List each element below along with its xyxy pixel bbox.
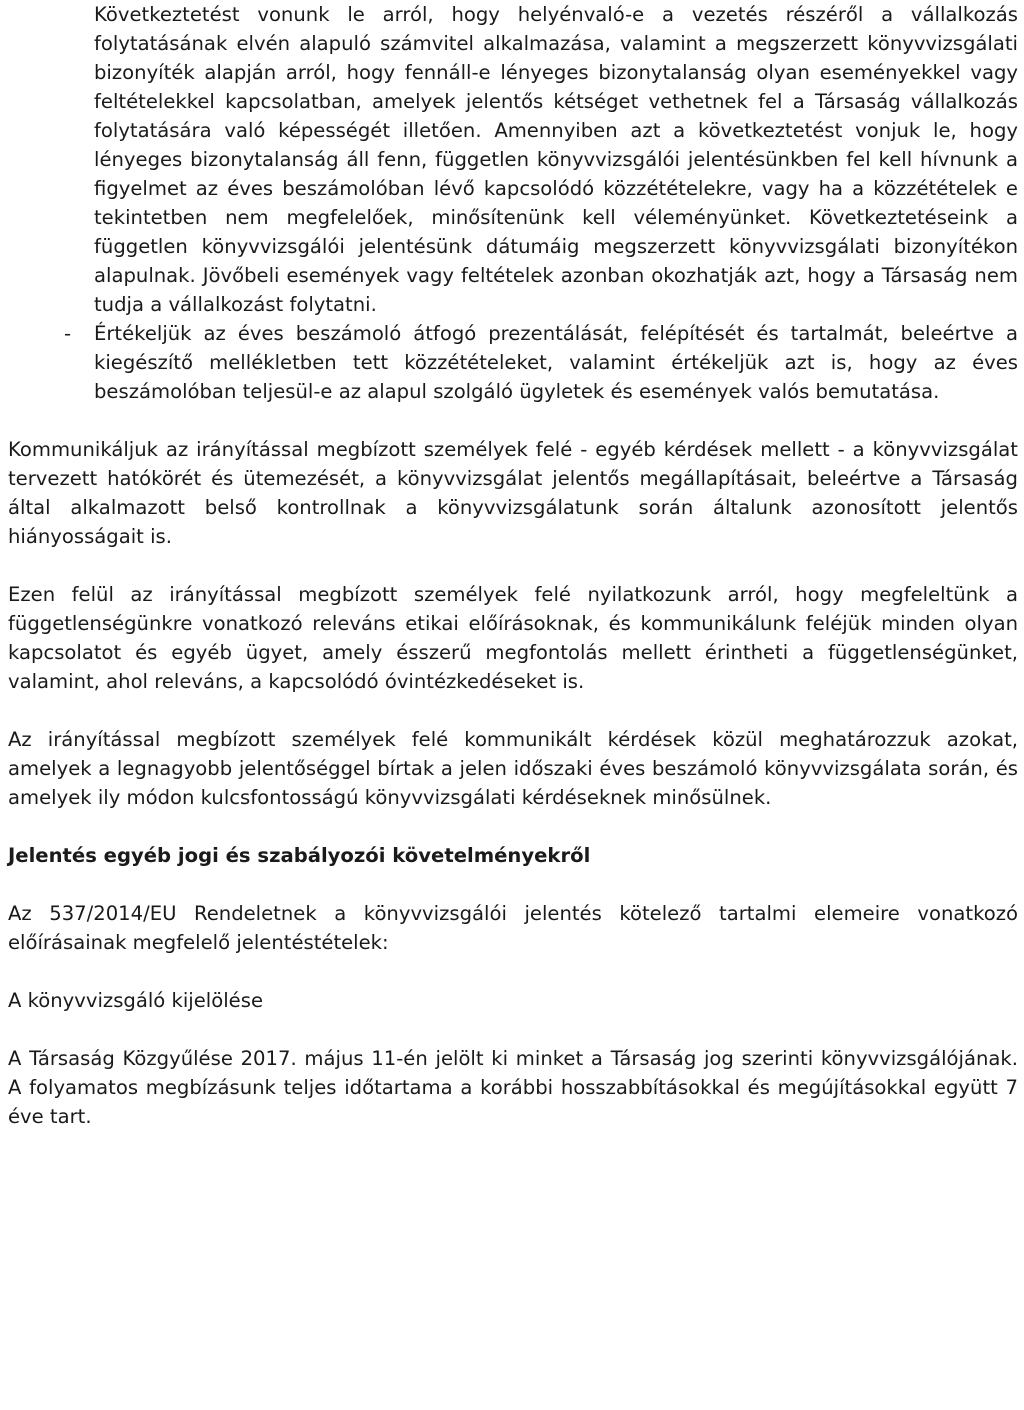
going-concern-bullet-continuation	[8, 0, 1018, 319]
going-concern-paragraph: Következtetést vonunk le arról, hogy helyénvaló-e a vezetés részéről a vállalkozás folytatásának elvén alapuló számvitel alkalmazása, valamint a megszerzett könyvvizsgálati bizonyíték alapján arról, hogy fennáll-e lényeges bizonytalanság olyan eseményekkel vagy feltételekkel kapcsolatban, amelyek jelentős kétséget vethetnek fel a Társaság vállalkozás folytatására való képességét illetően. Amennyiben azt a következtetést vonjuk le, hogy lényeges bizonytalanság áll fenn, független könyvvizsgálói jelentésünkben fel kell hívnunk a figyelmet az éves beszámolóban lévő kapcsolódó közzétételekre, vagy ha a közzétételek e tekintetben nem megfelelőek, minősítenünk kell véleményünket. Következtetéseink a független könyvvizsgálói jelentésünk dátumáig megszerzett könyvvizsgálati bizonyítékon alapulnak. Jövőbeli események vagy feltételek azonban okozhatják azt, hogy a Társaság nem tudja a vállalkozást folytatni.	[94, 3, 1018, 316]
independence-paragraph: Ezen felül az irányítással megbízott személyek felé nyilatkozunk arról, hogy megfeleltünk a függetlenségünkre vonatkozó releváns etikai előírásoknak, és kommunikálunk feléjük minden olyan kapcsolatot és egyéb ügyet, amely ésszerű megfontolás mellett érintheti a függetlenségünket, valamint, ahol releváns, a kapcsolódó óvintézkedéseket is.	[8, 583, 1018, 693]
presentation-paragraph: Értékeljük az éves beszámoló átfogó prezentálását, felépítését és tartalmát, beleértve a kiegészítő mellékletben tett közzétételeket, valamint értékeljük azt is, hogy az éves beszámolóban teljesül-e az alapul szolgáló ügyletek és események valós bemutatása.	[94, 322, 1018, 403]
appointment-subheading: A könyvvizsgáló kijelölése	[8, 989, 263, 1012]
audit-report-page	[8, 0, 1018, 1131]
section-heading: Jelentés egyéb jogi és szabályozói követelményekről	[8, 844, 591, 867]
appointment-paragraph: A Társaság Közgyűlése 2017. május 11-én jelölt ki minket a Társaság jog szerinti könyvvizsgálójának. A folyamatos megbízásunk teljes időtartama a korábbi hosszabbításokkal és megújításokkal együtt 7 éve tart.	[8, 1047, 1018, 1128]
communication-paragraph: Kommunikáljuk az irányítással megbízott személyek felé - egyéb kérdések mellett - a könyvvizsgálat tervezett hatókörét és ütemezését, a könyvvizsgálat jelentős megállapításait, beleértve a Társaság által alkalmazott belső kontrollnak a könyvvizsgálatunk során általunk azonosított jelentős hiányosságait is.	[8, 438, 1018, 548]
regulation-paragraph: Az 537/2014/EU Rendeletnek a könyvvizsgálói jelentés kötelező tartalmi elemeire vonatkozó előírásainak megfelelő jelentéstételek:	[8, 902, 1018, 954]
key-audit-matters-paragraph: Az irányítással megbízott személyek felé kommunikált kérdések közül meghatározzuk azokat, amelyek a legnagyobb jelentőséggel bírtak a jelen időszaki éves beszámoló könyvvizsgálata során, és amelyek ily módon kulcsfontosságú könyvvizsgálati kérdéseknek minősülnek.	[8, 728, 1018, 809]
bullet-dash-icon: -	[64, 322, 72, 345]
presentation-bullet	[8, 319, 1018, 406]
